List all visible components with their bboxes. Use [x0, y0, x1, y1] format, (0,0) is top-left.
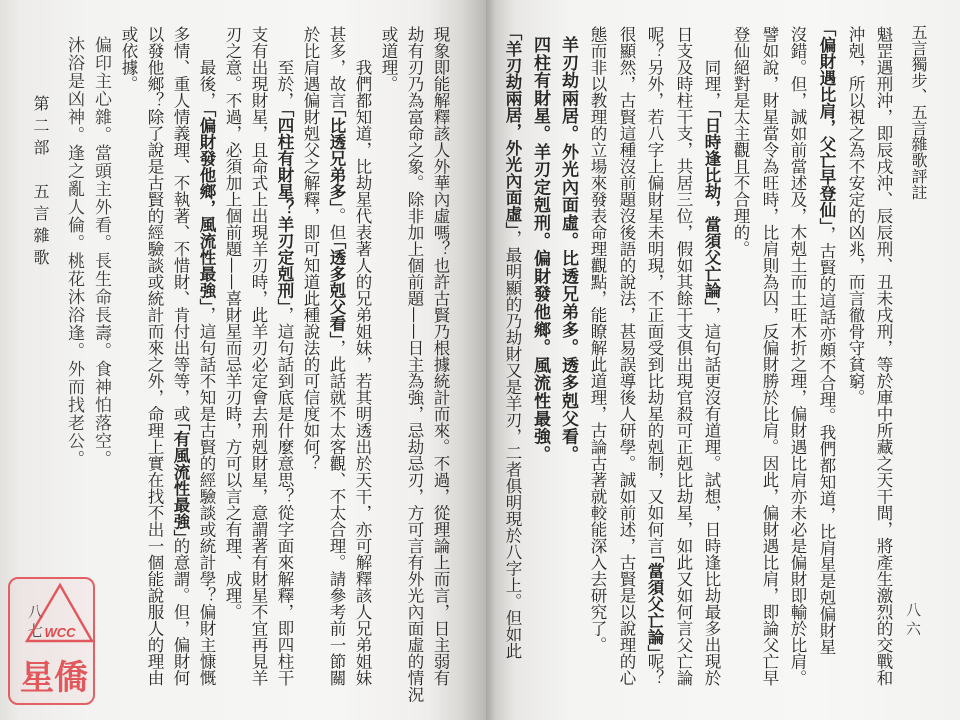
bracket-close: 」: [645, 644, 664, 653]
text-column: 沖剋，所以視之為不安定的凶兆，而言徹骨守貧窮。: [846, 26, 865, 406]
quoted-phrase: 「日時逢比劫，當須父亡論」: [702, 108, 721, 307]
text-column: 多情、重人情義理、不執著、不惜財、肯付出等等，或「有風流性最強」的意謂。但，偏財何: [171, 26, 190, 686]
text-column: 或道理。: [379, 26, 398, 92]
bracket-close: 」: [327, 199, 346, 208]
bracket-open: 「: [327, 240, 346, 249]
text-column: 譬如說，財星當令為旺時，比肩則為囚，反偏財勝於比肩。因此，偏財遇比肩，即論父亡早: [760, 26, 779, 686]
text-column: 同理，「日時逢比劫，當須父亡論」，這句話更沒有道理。試想，日時逢比劫最多出現於: [702, 59, 721, 686]
text-column: 甚多，故言「比透兄弟多」。但「透多剋父看」，此話就不太客觀、不太合理。請參考前一節關: [327, 26, 346, 686]
right-page: [486, 0, 960, 720]
bracket-open: 「: [275, 108, 294, 117]
text-column: 以發他鄉？除了說是古賢的經驗談或統計而來之外，命理上實在找不出一個能說服人的理由: [145, 26, 164, 686]
text-column: 「羊刃劫兩居，外光內面虛」，最明顯的乃劫財又是羊刃，二者俱明現於八字上。但如此: [503, 32, 522, 659]
text-column: 呢？另外，若八字上偏財星未明現，不正面受到比劫星的剋制，又如何言「當須父亡論」呢？: [645, 26, 664, 686]
bracket-close: 」: [817, 217, 836, 226]
bracket-open: 「: [817, 28, 836, 37]
text-column: 沒錯。但，誠如前當述及，木剋土而土旺木折之理，偏財遇比肩亦未必是偏財即輸於比肩。: [788, 26, 807, 686]
text-column: 至於，「四柱有財星？羊刃定剋刑」，這句話到底是什麼意思？從字面來解釋，即四柱干: [275, 59, 294, 686]
page-number: 八六: [904, 602, 922, 640]
verse-column: 四柱有財星。羊刃定剋刑。偏財發他鄉。風流性最強。: [530, 36, 550, 464]
running-header: 第二部 五言雜歌: [31, 95, 50, 271]
quoted-phrase: 「偏財遇比肩，父亡早登仙」: [817, 28, 836, 226]
bracket-close: 」: [702, 298, 721, 307]
verse-column: 偏印主心雜。當頭主外看。長生命長壽。食神怕落空。: [92, 36, 111, 468]
text-column: 我們都知道，比劫星代表著人的兄弟姐妹，若其明透出於天干，亦可解釋該人兄弟姐妹: [353, 59, 372, 686]
running-header: 五言獨步、五言雜歌評註: [909, 24, 928, 200]
watermark-logo: [6, 574, 98, 708]
quoted-phrase: 「偏財發他鄉，風流性最強」: [197, 108, 216, 307]
text-column: 態而非以教理的立場來發表命理觀點，能瞭解此道理，古論古著就較能深入去研究了。: [588, 26, 607, 653]
text-column: 或依據。: [119, 26, 138, 92]
text-column: 日支及時柱干支，共居三位，假如其餘干支俱出現官殺可正剋比劫星，如此又如何言父亡論: [674, 26, 693, 686]
logo-chinese-text: 星僑: [20, 658, 88, 698]
bracket-open: 「: [327, 108, 346, 117]
text-column: 現象即能解釋該人外華內虛嗎？也許古賢乃根據統計而來。不過，從理論上而言，日主弱有: [431, 26, 450, 686]
quoted-phrase: 「有風流性最強」: [171, 422, 190, 538]
bracket-open: 「: [702, 108, 721, 117]
bracket-close: 」: [197, 298, 216, 307]
quoted-phrase: 「透多剋父看」: [327, 240, 346, 340]
text-column: 「偏財遇比肩，父亡早登仙」，古賢的這話亦頗不合理。我們都知道，比肩星是剋偏財星: [817, 28, 836, 655]
text-column: 刃之意。不過，必須加上個前題——喜財星而忌羊刃時，方可以言之有理、成理。: [223, 26, 242, 620]
bracket-open: 「: [171, 422, 190, 431]
text-column: 最後，「偏財發他鄉，風流性最強」，這句話不知是古賢的經驗談或統計學？偏財主慷慨: [197, 59, 216, 686]
verse-column: 沐浴是凶神。逢之亂人倫。桃花沐浴逢。外而找老公。: [65, 36, 84, 468]
bracket-close: 」: [275, 298, 294, 307]
logo-wcc-text: WCC: [44, 625, 76, 640]
bracket-close: 」: [171, 529, 190, 538]
bracket-open: 「: [645, 554, 664, 563]
text-column: 於比肩遇偏財剋父之解釋，即可知道此種說法的可信度如何？: [301, 26, 320, 472]
bracket-open: 「: [503, 32, 522, 41]
quoted-phrase: 「四柱有財星？羊刃定剋刑」: [275, 108, 294, 307]
verse-column: 羊刃劫兩居。外光內面虛。比透兄弟多。透多剋父看。: [558, 36, 578, 464]
text-column: 魁罡遇刑沖，即辰戌沖、辰辰刑、丑未戌刑，等於庫中所藏之天干間，將產生激烈的交戰和: [874, 26, 893, 686]
bracket-close: 」: [503, 221, 522, 230]
text-column: 支有出現財星，且命式上出現羊刃時，此羊刃必定會去刑剋財星，意謂著有財星不宜再見羊: [249, 26, 268, 686]
quoted-phrase: 「羊刃劫兩居，外光內面虛」: [503, 32, 522, 230]
bracket-open: 「: [197, 108, 216, 117]
quoted-phrase: 「當須父亡論」: [645, 554, 664, 653]
text-column: 登仙絕對是太主觀且不合理的。: [731, 26, 750, 257]
text-column: 劫有刃乃為富命之象。除非加上個前題——日主為強，忌劫忌刃，方可言有外光內面虛的情況: [405, 26, 424, 703]
text-column: 很顯然，古賢這種沒前題沒後語的說法，甚易誤導後人研學。誠如前述，古賢是以說理的心: [617, 26, 636, 686]
bracket-close: 」: [327, 331, 346, 340]
quoted-phrase: 「比透兄弟多」: [327, 108, 346, 208]
